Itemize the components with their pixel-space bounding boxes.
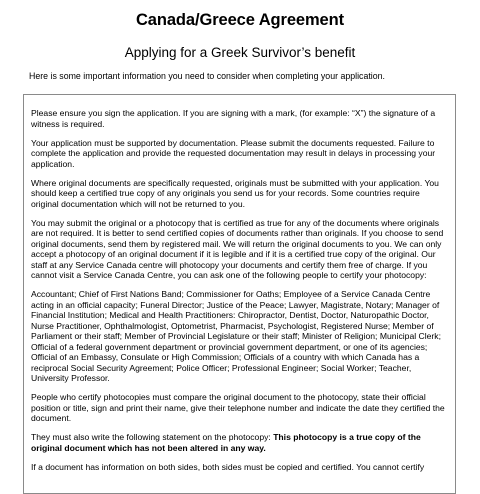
documentation-paragraph: Your application must be supported by documentation. Please submit the documents requested. Failure to complete the application and provide the requested documentation may result in delays in processing your application. — [31, 137, 436, 169]
both-sides-paragraph: If a document has information on both sides, both sides must be copied and certified. You cannot certify — [31, 461, 425, 472]
certification-statement: This photocopy is a true copy of the original document which has not been altered in any way. — [31, 432, 421, 453]
certifier-duties-paragraph: People who certify photocopies must compare the original document to the photocopy, state their official position or title, sign and print their name, give their telephone number and indicate the date they certified the document. — [31, 392, 445, 423]
original-documents-paragraph: Where original documents are specifically requested, originals must be submitted with your application. You should keep a certified true copy of any originals you send us for your records. Some countries require original documentation which will not be returned to you. — [31, 177, 439, 209]
information-box — [23, 94, 456, 494]
document-subtitle: Applying for a Greek Survivor’s benefit — [124, 45, 356, 60]
intro-text: Here is some important information you need to consider when completing your application. — [29, 71, 385, 81]
signature-paragraph: Please ensure you sign the application. If you are signing with a mark, (for example: “X”) the signature of a witness is required. — [31, 108, 436, 129]
statement-lead: They must also write the following statement on the photocopy: — [31, 432, 274, 442]
document-title: Canada/Greece Agreement — [135, 11, 344, 29]
certified-copies-paragraph: You may submit the original or a photocopy that is certified as true for any of the documents where originals are not required. It is better to send certified copies of documents rather than originals. If you choose to send original documents, send them by registered mail. We will return the original documents to you. We can only accept a photocopy of an original document if it is legible and if it is a certified true copy of the original. Our staff at any Service Canada centre will photocopy your documents and certify them free of charge. If you cannot visit a Service Canada Centre, you can ask one of the following people to certify your photocopy: — [31, 217, 444, 280]
certification-statement-paragraph — [31, 432, 447, 453]
certifiers-list-paragraph: Accountant; Chief of First Nations Band; Commissioner for Oaths; Employee of a Service Canada Centre acting in an official capacity; Funeral Director; Justice of the Peace; Lawyer, Magistrate, Notary; Manager of Financial Institution; Medical and Health Practitioners: Chiropractor, Dentist, Doctor, Naturopathic Doctor, Nurse Practitioner, Ophthalmologist, Optometrist, Pharmacist, Psychologist, Registered Nurse; Member of Parliament or their staff; Member of Provincial Legislature or their staff; Minister of Religion; Municipal Clerk; Official of a federal government department or provincial government department, or one of its agencies; Official of an Embassy, Consulate or High Commission; Officials of a country with which Canada has a reciprocal Social Security Agreement; Police Officer; Professional Engineer; Social Worker; Teacher, University Professor. — [31, 289, 441, 383]
